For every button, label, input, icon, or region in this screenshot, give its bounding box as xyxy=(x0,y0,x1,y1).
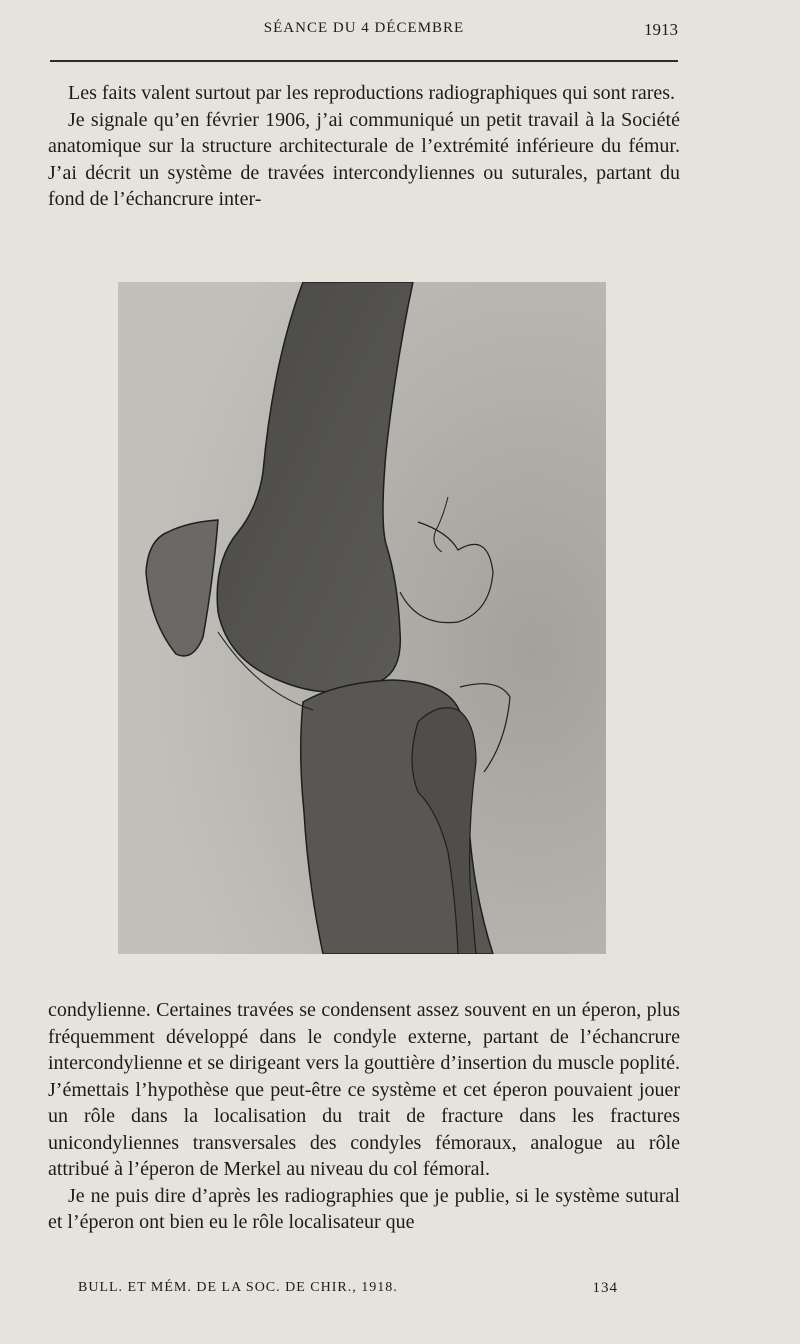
paragraph: condylienne. Certaines travées se condensent assez souvent en un éperon, plus fréquemment développé dans le condyle externe, partant de l’échancrure intercondylienne et se dirigeant vers la gouttière d’insertion du muscle poplité. J’émettais l’hypothèse que peut-être ce système et cet éperon pouvaient jouer un rôle dans la localisation du trait de fracture dans les fractures unicondyliennes transversales des condyles fémoraux, analogue au rôle attribué à l’éperon de Merkel au niveau du col fémoral. xyxy=(48,999,680,1180)
journal-citation: BULL. ET MÉM. DE LA SOC. DE CHIR., 1918. xyxy=(78,1280,398,1295)
knee-radiograph-figure xyxy=(118,282,606,954)
page-footer xyxy=(78,1280,638,1302)
header-rule xyxy=(50,60,678,62)
knee-radiograph-illustration xyxy=(118,282,606,954)
paragraph: Je ne puis dire d’après les radiographies que je publie, si le système sutural et l’éperon ont bien eu le rôle localisateur que xyxy=(48,1184,680,1233)
paragraph: Les faits valent surtout par les reproductions radiographiques qui sont rares. xyxy=(68,82,676,104)
sheet-number: 134 xyxy=(592,1280,618,1296)
paragraph: Je signale qu’en février 1906, j’ai communiqué un petit travail à la Société anatomique sur la structure architecturale de l’extrémité inférieure du fémur. J’ai décrit un système de travées intercondyliennes ou suturales, partant du fond de l’échancrure inter- xyxy=(48,108,680,210)
running-title: SÉANCE DU 4 DÉCEMBRE xyxy=(263,20,465,36)
running-head xyxy=(48,18,680,46)
body-text-top xyxy=(48,80,680,213)
page-number: 1913 xyxy=(644,20,678,39)
body-text-bottom xyxy=(48,997,680,1236)
